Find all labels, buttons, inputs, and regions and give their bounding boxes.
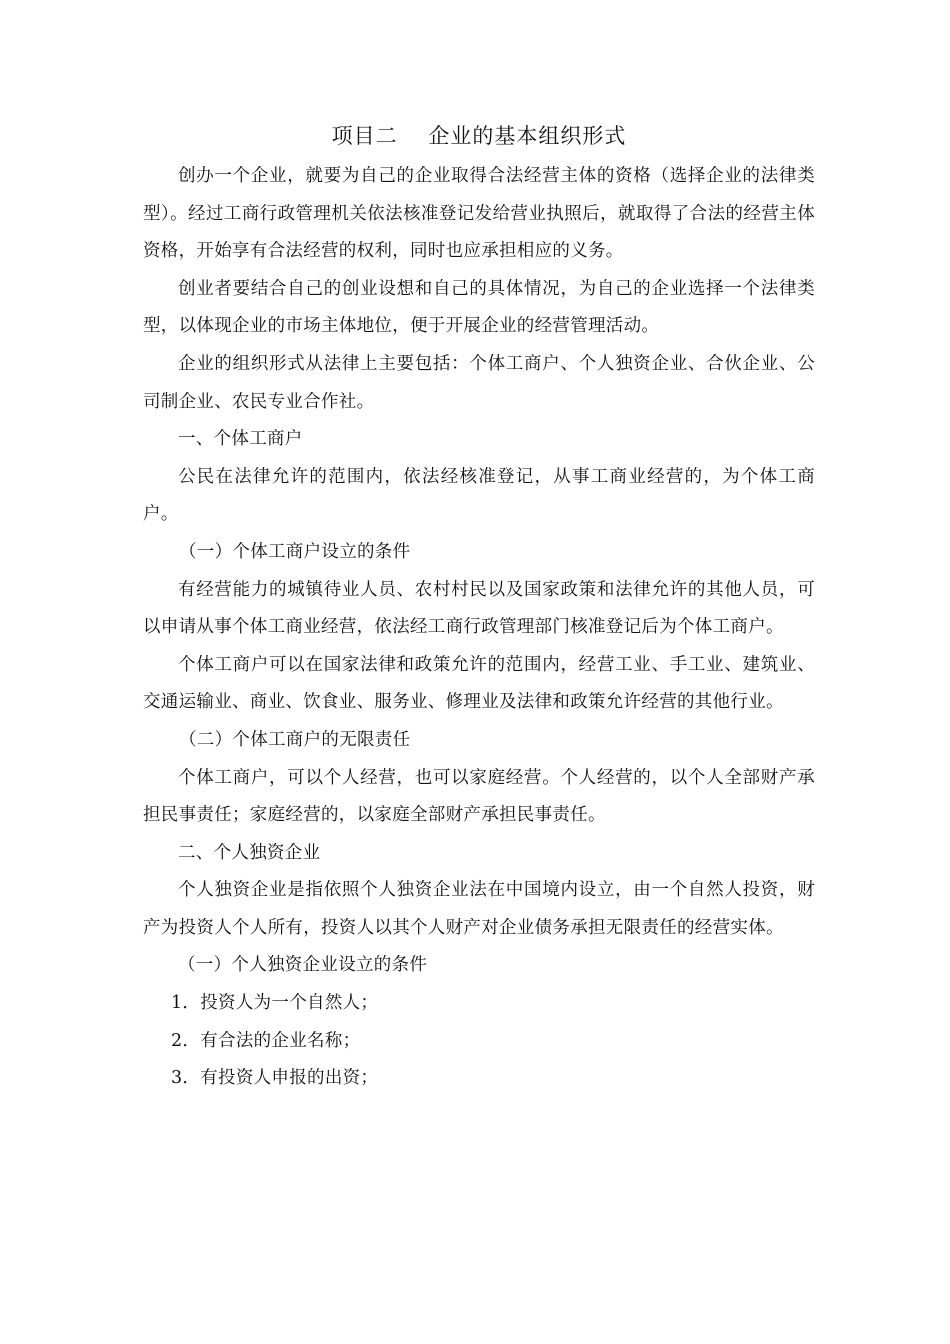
section-2-sub-1-heading: （一）个人独资企业设立的条件 [178, 955, 428, 976]
section-2-definition: 个人独资企业是指依照个人独资企业法在中国境内设立，由一个自然人投资，财产为投资人个人所有，投资人以其个人财产对企业债务承担无限责任的经营实体。 [143, 880, 815, 938]
list-item-1: 1．投资人为一个自然人； [171, 993, 379, 1014]
section-1-sub-2-paragraph: 个体工商户，可以个人经营，也可以家庭经营。个人经营的，以个人全部财产承担民事责任；家庭经营的，以家庭全部财产承担民事责任。 [143, 767, 815, 826]
section-1-sub-1-heading: （一）个体工商户设立的条件 [179, 541, 411, 562]
section-1-sub-1-paragraph-2: 个体工商户可以在国家法律和政策允许的范围内，经营工业、手工业、建筑业、交通运输业、商业、饮食业、服务业、修理业及法律和政策允许经营的其他行业。 [143, 654, 815, 713]
intro-paragraph-2: 创业者要结合自己的创业设想和自己的具体情况，为自己的企业选择一个法律类型，以体现企业的市场主体地位，便于开展企业的经营管理活动。 [143, 278, 815, 337]
section-1-heading: 一、个体工商户 [178, 429, 303, 450]
list-item-2: 2．有合法的企业名称； [171, 1030, 361, 1051]
document-page [143, 118, 815, 1098]
section-2-heading: 二、个人独资企业 [178, 842, 321, 863]
document-title: 项目二 企业的基本组织形式 [331, 124, 627, 148]
section-1-sub-1-paragraph-1: 有经营能力的城镇待业人员、农村村民以及国家政策和法律允许的其他人员，可以申请从事个体工商业经营，依法经工商行政管理部门核准登记后为个体工商户。 [143, 579, 815, 638]
intro-paragraph-3: 企业的组织形式从法律上主要包括：个体工商户、个人独资企业、合伙企业、公司制企业、农民专业合作社。 [143, 353, 815, 412]
section-1-definition: 公民在法律允许的范围内，依法经核准登记，从事工商业经营的，为个体工商户。 [143, 466, 815, 525]
section-1-sub-2-heading: （二）个体工商户的无限责任 [179, 729, 411, 750]
intro-paragraph-1: 创办一个企业，就要为自己的企业取得合法经营主体的资格（选择企业的法律类型）。经过工商行政管理机关依法核准登记发给营业执照后，就取得了合法的经营主体资格，开始享有合法经营的权利，同时也应承担相应的义务。 [143, 166, 815, 262]
list-item-3: 3．有投资人申报的出资； [171, 1068, 379, 1089]
